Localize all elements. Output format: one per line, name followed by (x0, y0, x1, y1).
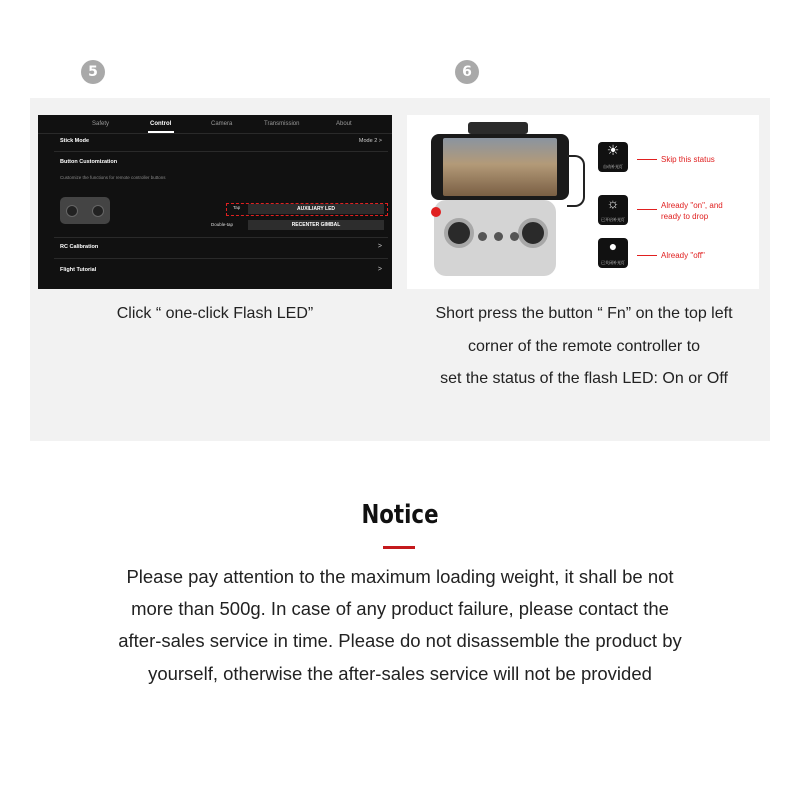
step-6-caption-line-1: Short press the button “ Fn” on the top left (435, 305, 733, 322)
tap-label: Tap (233, 205, 241, 210)
status-off-text: Already "off" (661, 251, 705, 260)
tab-camera[interactable]: Camera (211, 121, 233, 127)
flight-tutorial-item[interactable]: Flight Tutorial (60, 267, 97, 273)
notice-title: Notice (361, 500, 439, 530)
tab-transmission[interactable]: Transmission (264, 121, 300, 127)
double-tap-label: Double-tap (211, 222, 234, 227)
right-stick (518, 218, 548, 248)
step-5-caption: Click “ one-click Flash LED” (116, 305, 314, 322)
phone-screen (443, 138, 557, 196)
pointer-line (637, 255, 657, 256)
bulb-on-icon: ☼ 已开启补光灯 (598, 195, 628, 225)
step-5-badge: 5 (81, 60, 105, 84)
left-stick (444, 218, 474, 248)
remote-controller (434, 200, 556, 276)
button-customization-description: Customize the functions for remote controller buttons (60, 175, 166, 180)
step-6-caption-line-3: set the status of the flash LED: On or Off (440, 370, 728, 387)
chevron-right-icon: > (377, 243, 382, 250)
tab-safety[interactable]: Safety (92, 121, 110, 127)
recenter-gimbal-button[interactable]: RECENTER GIMBAL (248, 220, 384, 230)
divider (54, 151, 388, 152)
controller-thumbnail (60, 197, 110, 224)
flash-icon: ☀ 自动补光灯 (598, 142, 628, 172)
divider (54, 237, 388, 238)
notice-line: more than 500g. In case of any product failure, please contact the (131, 598, 669, 619)
notice-line: yourself, otherwise the after-sales service will not be provided (148, 663, 652, 684)
tab-control[interactable]: Control (150, 121, 172, 127)
controller-photo (407, 115, 759, 289)
notice-line: Please pay attention to the maximum loading weight, it shall be not (126, 566, 674, 587)
app-settings-screenshot (38, 115, 392, 289)
pointer-line (637, 159, 657, 160)
fn-button-marker (431, 207, 441, 217)
stick-mode-value[interactable]: Mode 2 > (358, 138, 382, 144)
left-stick-icon (66, 205, 78, 217)
notice-underline (383, 546, 415, 549)
cable (567, 155, 585, 207)
status-skip-text: Skip this status (661, 155, 715, 164)
bulb-off-icon: ● 已关闭补光灯 (598, 238, 628, 268)
rc-button (494, 232, 503, 241)
button-customization-label: Button Customization (60, 159, 118, 165)
rc-button (510, 232, 519, 241)
status-on-text: Already "on", and ready to drop (661, 201, 723, 221)
right-stick-icon (92, 205, 104, 217)
step-6-badge: 6 (455, 60, 479, 84)
rc-button (478, 232, 487, 241)
phone-clamp (468, 122, 528, 134)
rc-calibration-item[interactable]: RC Calibration (60, 244, 99, 250)
settings-tab-bar (38, 115, 392, 134)
auxiliary-led-button[interactable]: AUXILIARY LED (248, 204, 384, 214)
tab-about[interactable]: About (336, 121, 352, 127)
chevron-right-icon: > (377, 266, 382, 273)
pointer-line (637, 209, 657, 210)
step-6-caption-line-2: corner of the remote controller to (467, 338, 701, 355)
divider (54, 258, 388, 259)
notice-line: after-sales service in time. Please do not disassemble the product by (118, 630, 682, 651)
active-tab-indicator (148, 131, 174, 133)
phone (431, 134, 569, 200)
stick-mode-label: Stick Mode (60, 138, 90, 144)
